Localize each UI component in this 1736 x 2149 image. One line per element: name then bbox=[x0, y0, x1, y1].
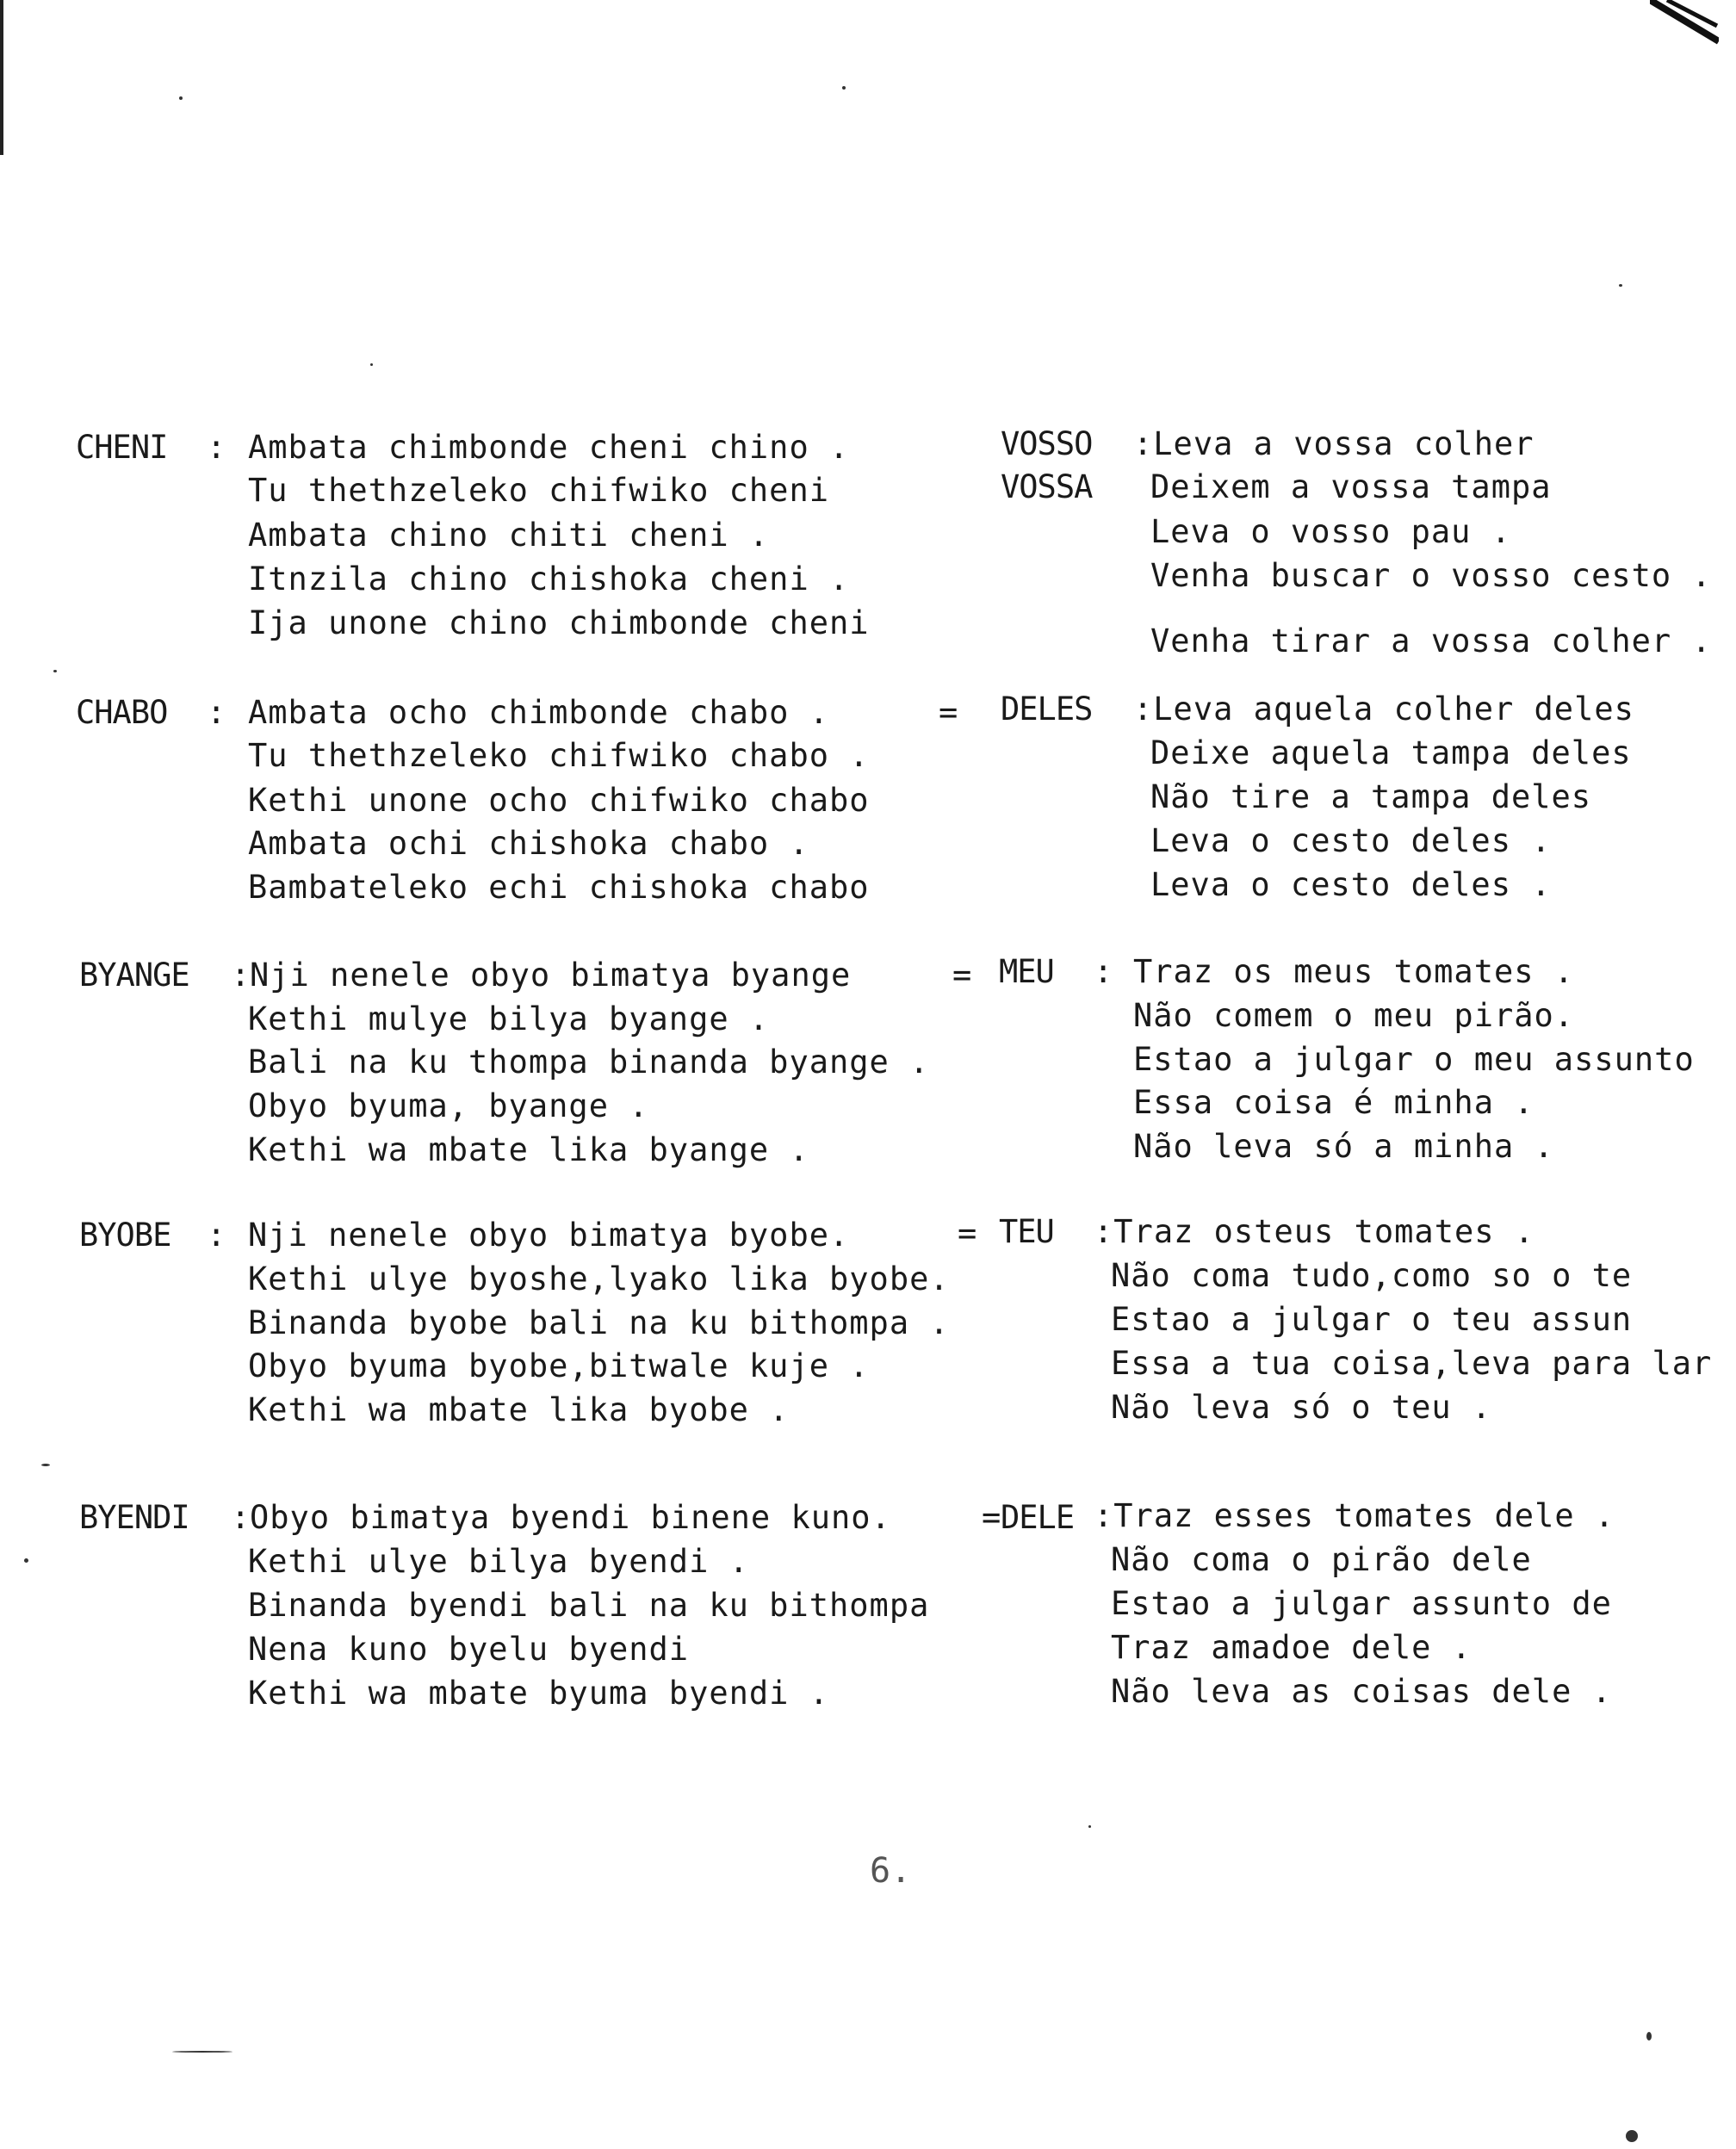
pt-line: Não tire a tampa deles bbox=[1150, 778, 1592, 815]
kiv-line: Nji nenele obyo bimatya byange bbox=[250, 957, 852, 994]
scan-speck bbox=[24, 1558, 28, 1563]
kiv-line: Obyo byuma, byange . bbox=[248, 1087, 649, 1124]
kiv-line: Nena kuno byelu byendi bbox=[248, 1631, 690, 1668]
kiv-line: Bambateleko echi chishoka chabo bbox=[248, 869, 870, 906]
pt-line: Não leva as coisas dele . bbox=[1111, 1673, 1612, 1710]
pt-separator: : bbox=[1094, 953, 1113, 990]
pt-label: VOSSA bbox=[1001, 468, 1093, 505]
kiv-line: Kethi unone ocho chifwiko chabo bbox=[248, 782, 870, 819]
kiv-line: Kethi ulye bilya byendi . bbox=[248, 1543, 749, 1580]
scan-speck bbox=[172, 2051, 232, 2053]
kiv-line: Obyo byuma byobe,bitwale kuje . bbox=[248, 1347, 870, 1384]
pt-label: TEU bbox=[999, 1213, 1054, 1250]
scan-speck bbox=[41, 1464, 50, 1466]
kiv-line: Nji nenele obyo bimatya byobe. bbox=[248, 1217, 850, 1254]
kiv-line: Kethi wa mbate lika byange . bbox=[248, 1131, 809, 1168]
pt-label: DELE bbox=[1001, 1499, 1075, 1536]
scan-speck bbox=[1646, 2032, 1652, 2041]
kiv-line: Kethi mulye bilya byange . bbox=[248, 1000, 770, 1037]
kiv-separator: : bbox=[207, 694, 226, 731]
equals-sign: = bbox=[958, 1215, 977, 1252]
pt-line: Leva o vosso pau . bbox=[1150, 513, 1511, 550]
pt-line: Não coma o pirão dele bbox=[1111, 1541, 1532, 1578]
equals-sign: = bbox=[952, 957, 972, 994]
scan-speck bbox=[370, 363, 373, 366]
page-edge-line bbox=[0, 0, 3, 155]
pt-line: Essa a tua coisa,leva para lar bbox=[1111, 1345, 1713, 1382]
kiv-line: Binanda byendi bali na ku bithompa bbox=[248, 1587, 930, 1624]
kiv-line: Kethi wa mbate lika byobe . bbox=[248, 1391, 790, 1428]
pt-line: Deixem a vossa tampa bbox=[1150, 468, 1552, 505]
kiv-line: Ambata ochi chishoka chabo . bbox=[248, 825, 809, 862]
pt-line: Estao a julgar o teu assun bbox=[1111, 1301, 1633, 1338]
kiv-separator: : bbox=[231, 1499, 251, 1536]
kiv-separator: : bbox=[231, 957, 251, 994]
kiv-line: Tu thethzeleko chifwiko cheni bbox=[248, 472, 830, 509]
kiv-label: BYOBE bbox=[79, 1217, 171, 1254]
pt-line: :Traz osteus tomates . bbox=[1094, 1213, 1535, 1250]
scan-speck bbox=[842, 86, 846, 90]
kiv-separator: : bbox=[207, 1217, 226, 1254]
scan-speck bbox=[179, 96, 183, 100]
pt-line: Estao a julgar o meu assunto bbox=[1133, 1041, 1695, 1078]
pt-line: Venha tirar a vossa colher . bbox=[1150, 622, 1712, 660]
pt-line: Essa coisa é minha . bbox=[1133, 1084, 1534, 1121]
pt-line: :Leva aquela colher deles bbox=[1133, 691, 1634, 728]
kiv-label: BYANGE bbox=[79, 957, 189, 994]
pt-line: Não leva só o teu . bbox=[1111, 1389, 1492, 1426]
pt-line: :Leva a vossa colher bbox=[1133, 425, 1534, 462]
kiv-label: CHABO bbox=[76, 694, 168, 731]
kiv-line: Obyo bimatya byendi binene kuno. bbox=[250, 1499, 891, 1536]
kiv-line: Kethi ulye byoshe,lyako lika byobe. bbox=[248, 1260, 950, 1297]
pt-line: Deixe aquela tampa deles bbox=[1150, 734, 1632, 771]
kiv-line: Ambata chimbonde cheni chino . bbox=[248, 429, 850, 466]
pt-line: Não leva só a minha . bbox=[1133, 1128, 1554, 1165]
equals-sign: = bbox=[982, 1499, 1001, 1536]
pt-line: Leva o cesto deles . bbox=[1150, 866, 1552, 903]
scan-speck bbox=[1088, 1825, 1091, 1828]
scan-speck bbox=[1626, 2130, 1638, 2142]
kiv-separator: : bbox=[207, 429, 226, 466]
pt-line: :Traz esses tomates dele . bbox=[1094, 1497, 1615, 1534]
kiv-line: Tu thethzeleko chifwiko chabo . bbox=[248, 737, 870, 774]
pt-line: Traz os meus tomates . bbox=[1133, 953, 1575, 990]
page-number: 6. bbox=[870, 1851, 912, 1891]
kiv-line: Bali na ku thompa binanda byange . bbox=[248, 1044, 930, 1081]
pt-line: Não comem o meu pirão. bbox=[1133, 997, 1575, 1034]
pt-label: DELES bbox=[1001, 691, 1093, 728]
kiv-line: Binanda byobe bali na ku bithompa . bbox=[248, 1304, 950, 1341]
pt-line: Venha buscar o vosso cesto . bbox=[1150, 557, 1712, 594]
pt-label: VOSSO bbox=[1001, 425, 1093, 462]
kiv-line: Ija unone chino chimbonde cheni bbox=[248, 604, 870, 641]
equals-sign: = bbox=[939, 694, 958, 731]
pt-line: Estao a julgar assunto de bbox=[1111, 1585, 1612, 1622]
kiv-line: Itnzila chino chishoka cheni . bbox=[248, 560, 850, 598]
kiv-line: Ambata chino chiti cheni . bbox=[248, 517, 770, 554]
pt-label: MEU bbox=[999, 953, 1054, 990]
kiv-line: Ambata ocho chimbonde chabo . bbox=[248, 694, 830, 731]
pt-line: Leva o cesto deles . bbox=[1150, 822, 1552, 859]
pt-line: Não coma tudo,como so o te bbox=[1111, 1257, 1633, 1294]
pt-line: Traz amadoe dele . bbox=[1111, 1629, 1472, 1666]
scan-speck bbox=[53, 670, 57, 672]
corner-scan-mark bbox=[1650, 0, 1719, 52]
kiv-label: CHENI bbox=[76, 429, 168, 466]
scan-speck bbox=[1619, 284, 1622, 287]
kiv-label: BYENDI bbox=[79, 1499, 189, 1536]
kiv-line: Kethi wa mbate byuma byendi . bbox=[248, 1675, 830, 1712]
